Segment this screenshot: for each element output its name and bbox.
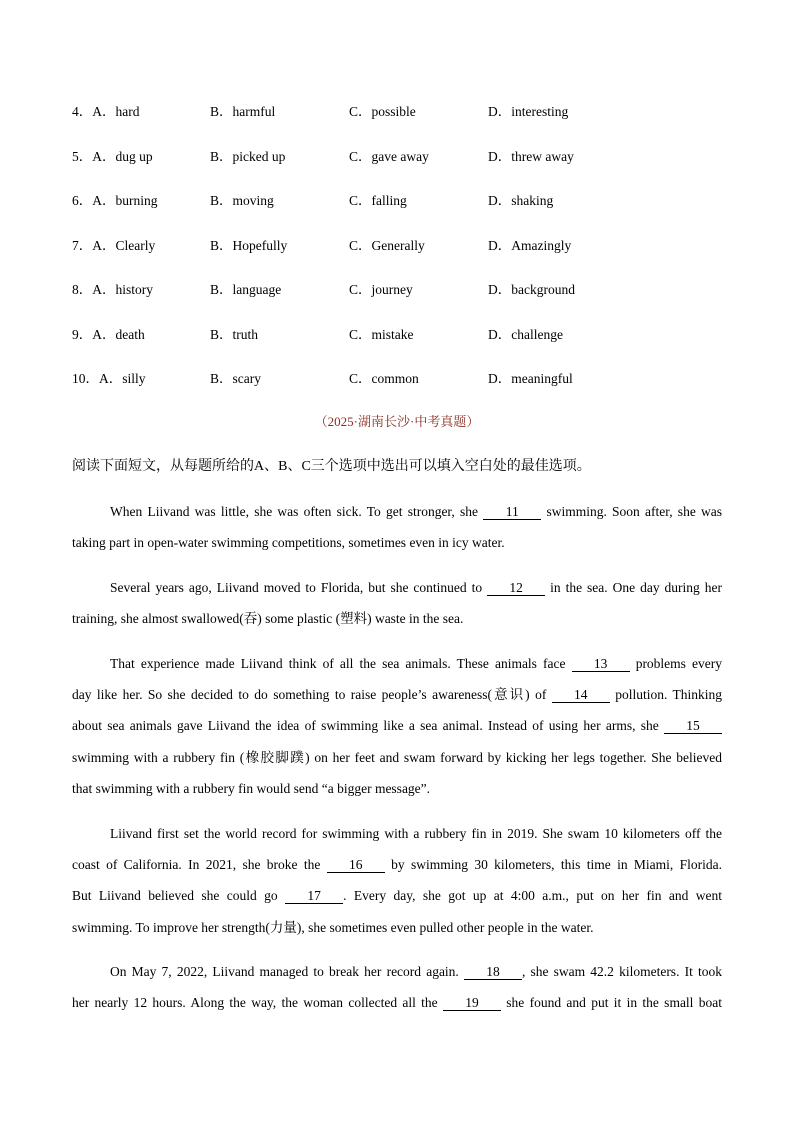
passage-text: that swimming with a rubbery fin would send “a bigger message”. bbox=[72, 781, 431, 797]
passage-paragraph bbox=[72, 572, 722, 635]
question-options-row bbox=[0, 224, 794, 269]
question-number: 4． bbox=[72, 104, 93, 119]
option-b: B．picked up bbox=[210, 148, 286, 164]
option-c: C．possible bbox=[349, 104, 416, 119]
passage-line bbox=[72, 880, 722, 911]
passage-line bbox=[72, 742, 722, 773]
passage-text: she found and put it in the small boat bbox=[506, 995, 722, 1011]
passage-text: , she swam 42.2 kilometers. It took bbox=[521, 964, 722, 980]
question-options-row bbox=[0, 357, 794, 402]
question-number: 6． bbox=[72, 193, 93, 208]
passage-line bbox=[72, 572, 722, 603]
passage-line bbox=[72, 912, 722, 943]
passage-line bbox=[72, 603, 722, 634]
passage-paragraph bbox=[72, 496, 722, 559]
option-a-cell bbox=[72, 313, 145, 358]
instruction-text: 阅读下面短文，从每题所给的A、B、C三个选项中选出可以填入空白处的最佳选项。 bbox=[72, 459, 591, 474]
question-options-row bbox=[0, 179, 794, 224]
passage-paragraph bbox=[72, 818, 722, 944]
option-a-cell bbox=[72, 357, 146, 402]
passage-line bbox=[72, 956, 722, 987]
passage-text: in the sea. One day during her bbox=[550, 579, 723, 595]
passage-text: day like her. So she decided to do something to raise people’s awareness(意识) of bbox=[72, 686, 547, 702]
answer-blank: 19 bbox=[443, 995, 501, 1011]
passage-line bbox=[72, 527, 722, 558]
option-a-cell bbox=[72, 179, 158, 224]
answer-blank: 12 bbox=[487, 580, 545, 596]
question-number: 9． bbox=[72, 326, 93, 342]
answer-blank: 17 bbox=[285, 888, 343, 904]
passage-text: That experience made Liivand think of all the sea animals. These animals face bbox=[110, 655, 566, 671]
passage-line bbox=[72, 987, 722, 1018]
passage-text: training, she almost swallowed(吞) some plastic (塑料) waste in the sea. bbox=[72, 611, 464, 627]
passage-text: When Liivand was little, she was often sick. To get stronger, she bbox=[110, 504, 478, 519]
question-options-row bbox=[0, 90, 794, 135]
option-c: C．falling bbox=[349, 193, 407, 208]
answer-blank: 16 bbox=[327, 857, 385, 873]
option-a-cell bbox=[72, 224, 155, 269]
option-d: D．background bbox=[488, 282, 575, 297]
answer-blank: 14 bbox=[552, 687, 610, 703]
option-a: A．history bbox=[92, 282, 153, 297]
answer-blank: 11 bbox=[483, 504, 541, 520]
option-b: B．harmful bbox=[210, 104, 276, 119]
passage-line bbox=[72, 849, 722, 880]
option-a-cell bbox=[72, 90, 140, 135]
passage-text: about sea animals gave Liivand the idea of swimming like a sea animal. Instead of using her arms, she bbox=[72, 718, 659, 734]
passage-text: . Every day, she got up at 4:00 a.m., put on her fin and went bbox=[343, 888, 722, 904]
option-a: A．hard bbox=[92, 104, 140, 119]
answer-blank: 18 bbox=[464, 964, 522, 980]
option-a: A．dug up bbox=[92, 148, 153, 164]
option-a-cell bbox=[72, 268, 153, 313]
passage-text: her nearly 12 hours. Along the way, the woman collected all the bbox=[72, 995, 438, 1011]
passage-line bbox=[72, 818, 722, 849]
option-a: A．silly bbox=[99, 371, 146, 386]
option-b: B．scary bbox=[210, 371, 261, 386]
passage-text: problems every bbox=[635, 655, 722, 671]
option-c: C．journey bbox=[349, 282, 413, 297]
passage-paragraph bbox=[72, 956, 722, 1019]
option-b: B．language bbox=[210, 282, 282, 297]
option-c: C．mistake bbox=[349, 326, 414, 342]
option-b: B．moving bbox=[210, 193, 274, 208]
question-number: 8． bbox=[72, 282, 93, 297]
passage-line bbox=[72, 679, 722, 710]
option-d: D．threw away bbox=[488, 148, 574, 164]
passage-text: by swimming 30 kilometers, this time in Miami, Florida. bbox=[391, 856, 723, 872]
options-list bbox=[0, 90, 794, 402]
question-number: 7． bbox=[72, 237, 93, 253]
answer-blank: 13 bbox=[572, 656, 630, 672]
option-a-cell bbox=[72, 135, 153, 180]
option-a: A．death bbox=[92, 326, 145, 342]
option-c: C．Generally bbox=[349, 237, 425, 253]
passage-text: Several years ago, Liivand moved to Florida, but she continued to bbox=[110, 579, 483, 595]
passage-line bbox=[72, 773, 722, 804]
question-options-row bbox=[0, 268, 794, 313]
passage-text: swimming. To improve her strength(力量), she sometimes even pulled other people in the water. bbox=[72, 919, 594, 935]
reading-passage bbox=[72, 496, 722, 1032]
passage-text: coast of California. In 2021, she broke the bbox=[72, 856, 321, 872]
passage-line bbox=[72, 648, 722, 679]
option-a: A．burning bbox=[92, 193, 158, 208]
passage-line bbox=[72, 496, 722, 527]
passage-paragraph bbox=[72, 648, 722, 805]
option-a: A．Clearly bbox=[92, 237, 156, 253]
passage-text: taking part in open-water swimming competitions, sometimes even in icy water. bbox=[72, 535, 505, 551]
passage-text: But Liivand believed she could go bbox=[72, 888, 278, 904]
option-c: C．gave away bbox=[349, 148, 429, 164]
option-d: D．interesting bbox=[488, 104, 569, 119]
passage-text: pollution. Thinking bbox=[615, 686, 723, 702]
option-d: D．meaningful bbox=[488, 371, 573, 386]
option-d: D．shaking bbox=[488, 193, 554, 208]
answer-blank: 15 bbox=[664, 718, 722, 734]
question-number: 10． bbox=[72, 371, 99, 386]
question-options-row bbox=[0, 313, 794, 358]
passage-text: swimming with a rubbery fin (橡胶脚蹼) on her feet and swam forward by kicking her legs together. She believed bbox=[72, 749, 722, 765]
question-number: 5． bbox=[72, 148, 93, 164]
option-c: C．common bbox=[349, 371, 419, 386]
option-b: B．Hopefully bbox=[210, 237, 288, 253]
passage-text: Liivand first set the world record for swimming with a rubbery fin in 2019. She swam 10 kilometers off the bbox=[110, 825, 722, 841]
question-source: （2025·湖南长沙·中考真题） bbox=[314, 414, 480, 429]
question-options-row bbox=[0, 135, 794, 180]
option-d: D．challenge bbox=[488, 326, 563, 342]
option-b: B．truth bbox=[210, 326, 259, 342]
passage-text: swimming. Soon after, she was bbox=[546, 504, 723, 519]
passage-text: On May 7, 2022, Liivand managed to break her record again. bbox=[110, 964, 459, 980]
passage-line bbox=[72, 710, 722, 741]
option-d: D．Amazingly bbox=[488, 237, 572, 253]
